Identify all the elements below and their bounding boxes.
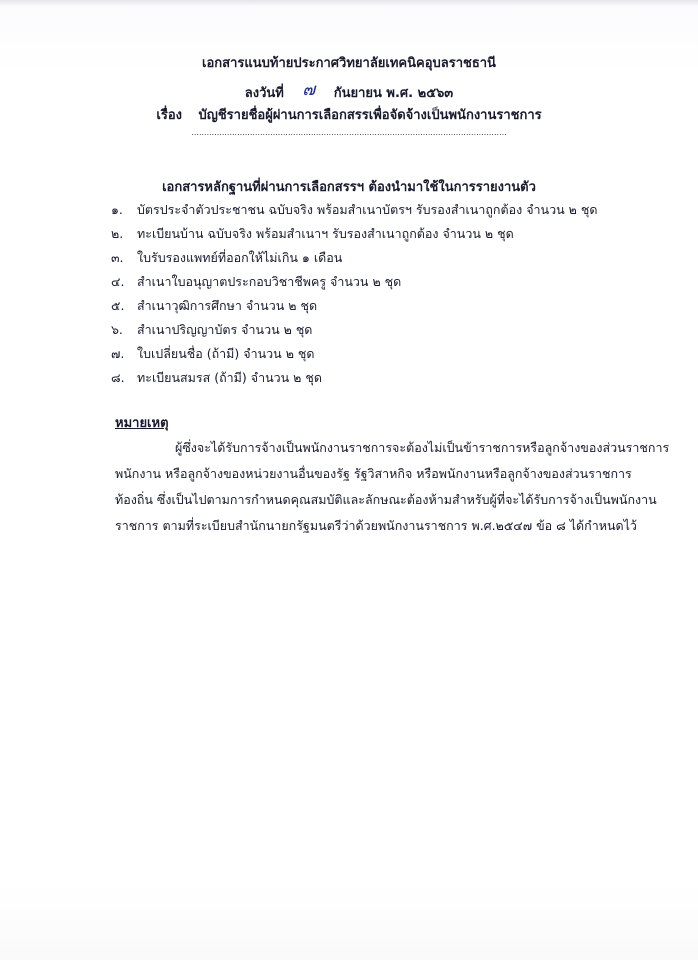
note-line: ท้องถิ่น ซึ่งเป็นไปตามการกำหนดคุณสมบัติและลักษณะต้องห้ามสำหรับผู้ที่จะได้รับการจ้างเป็นพนักงาน <box>115 492 657 507</box>
subject-prefix: เรื่อง <box>156 108 182 123</box>
item-text: สำเนาปริญญาบัตร จำนวน ๒ ชุด <box>136 322 313 337</box>
note-heading: หมายเหตุ <box>115 416 169 431</box>
item-text: สำเนาวุฒิการศึกษา จำนวน ๒ ชุด <box>136 298 318 313</box>
item-number: ๕. <box>111 298 125 313</box>
item-number: ๔. <box>111 274 125 289</box>
requirement-item <box>111 248 342 268</box>
item-text: บัตรประจำตัวประชาชน ฉบับจริง พร้อมสำเนาบัตรฯ รับรองสำเนาถูกต้อง จำนวน ๒ ชุด <box>136 202 598 217</box>
note-line: พนักงาน หรือลูกจ้างของหน่วยงานอื่นของรัฐ รัฐวิสาหกิจ หรือพนักงานหรือลูกจ้างของส่วนราชการ <box>115 466 632 481</box>
item-text: ทะเบียนบ้าน ฉบับจริง พร้อมสำเนาฯ รับรองสำเนาถูกต้อง จำนวน ๒ ชุด <box>136 226 514 241</box>
item-number: ๘. <box>111 370 125 385</box>
requirement-item <box>111 320 312 340</box>
date-prefix: ลงวันที่ <box>244 86 284 101</box>
date-suffix: กันยายน พ.ศ. ๒๕๖๓ <box>333 86 454 101</box>
document-heading <box>0 52 698 73</box>
item-text: สำเนาใบอนุญาตประกอบวิชาชีพครู จำนวน ๒ ชุด <box>136 274 402 289</box>
note-line: ราชการ ตามที่ระเบียบสำนักนายกรัฐมนตรีว่าด้วยพนักงานราชการ พ.ศ.๒๕๔๗ ข้อ ๘ ได้กำหนดไว้ <box>115 518 637 533</box>
item-number: ๓. <box>111 250 124 265</box>
requirement-item <box>111 296 317 316</box>
note-line: ผู้ซึ่งจะได้รับการจ้างเป็นพนักงานราชการจะต้องไม่เป็นข้าราชการหรือลูกจ้างของส่วนราชการ <box>175 440 670 455</box>
item-number: ๑. <box>111 202 123 217</box>
item-number: ๗. <box>111 346 125 361</box>
requirement-item <box>111 272 401 292</box>
subject-line <box>0 104 698 125</box>
requirement-item <box>111 224 514 244</box>
item-text: ใบรับรองแพทย์ที่ออกให้ไม่เกิน ๑ เดือน <box>136 250 343 265</box>
item-number: ๒. <box>111 226 124 241</box>
requirement-item <box>111 368 322 388</box>
requirements-title: เอกสารหลักฐานที่ผ่านการเลือกสรรฯ ต้องนำมาใช้ในการรายงานตัว <box>162 180 536 195</box>
handwritten-day: ๗ <box>302 80 316 100</box>
item-number: ๖. <box>111 322 123 337</box>
requirement-item <box>111 344 315 364</box>
heading-text: เอกสารแนบท้ายประกาศวิทยาลัยเทคนิคอุบลราชธานี <box>202 56 496 71</box>
requirement-item <box>111 200 597 220</box>
date-line <box>0 78 698 105</box>
item-text: ทะเบียนสมรส (ถ้ามี) จำนวน ๒ ชุด <box>136 370 322 385</box>
item-text: ใบเปลี่ยนชื่อ (ถ้ามี) จำนวน ๒ ชุด <box>136 346 315 361</box>
dotted-separator: ............................................................................................................................ <box>191 128 507 137</box>
scan-edge-shadow <box>0 0 698 6</box>
subject-text: บัญชีรายชื่อผู้ผ่านการเลือกสรรเพื่อจัดจ้างเป็นพนักงานราชการ <box>198 108 542 123</box>
